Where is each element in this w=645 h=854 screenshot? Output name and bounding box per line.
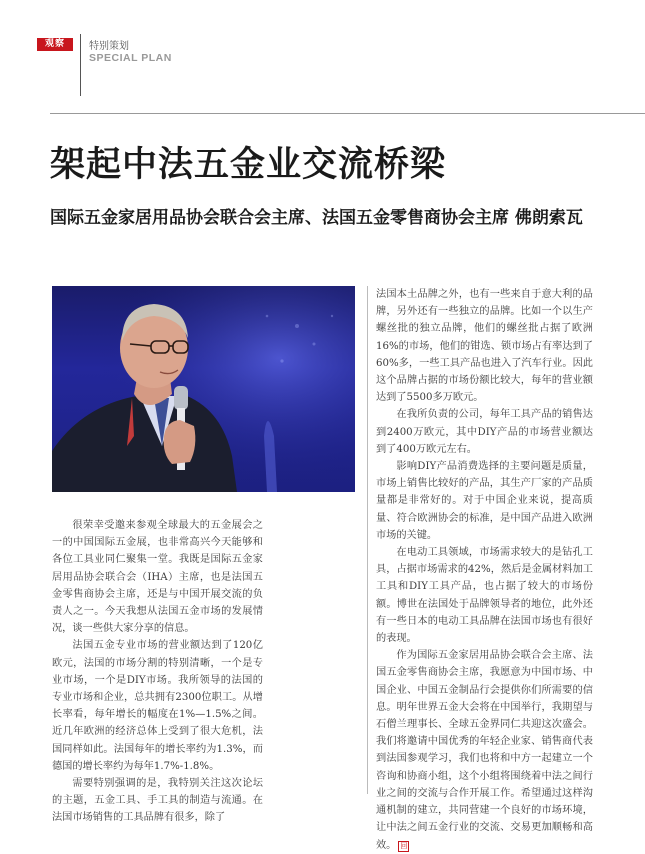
paragraph: 需要特别强调的是，我特别关注这次论坛的主题，五金工具、手工具的制造与流通。在法国市场销售的工具品牌有很多，除了 — [52, 778, 263, 824]
paragraph: 法国本土品牌之外，也有一些来自于意大利的品牌，另外还有一些独立的品牌。比如一个以生产螺丝批的独立品牌，他们的螺丝批占据了欧洲16%的市场，他们的钳选、锁市场占有率达到了60%多，一些工具产品也进入了汽车行业。因此这个品牌占据的市场份额比较大，每年的营业额达到了5500多万欧元。 — [376, 289, 593, 404]
column-divider — [367, 286, 368, 794]
page-header — [0, 0, 645, 110]
body-column-left — [52, 517, 263, 827]
body-column-right — [376, 286, 593, 854]
article-subtitle: 国际五金家居用品协会联合会主席、法国五金零售商协会主席 佛朗索瓦 — [50, 208, 583, 228]
speaker-illustration — [52, 286, 355, 492]
paragraph: 在我所负责的公司，每年工具产品的销售达到2400万欧元，其中DIY产品的市场营业额达到了400万欧元左右。 — [376, 409, 593, 455]
last-paragraph — [376, 647, 593, 853]
header-rule — [50, 113, 645, 114]
section-tag: 观察 — [37, 38, 73, 51]
kicker-cn: 特别策划 — [89, 41, 129, 52]
speaker-photo — [52, 286, 355, 492]
article-title: 架起中法五金业交流桥梁 — [50, 144, 447, 185]
kicker-en: SPECIAL PLAN — [89, 52, 172, 64]
paragraph: 法国五金专业市场的营业额达到了120亿欧元，法国的市场分割的特别清晰，一个是专业市场，一个是DIY市场。我所领导的法国的专业市场和企业，总共拥有2300位职工。从增长率看，每年增长的幅度在1%—1.5%之间。近几年欧洲的经济总体上受到了很大危机，法国同样如此。法国每年的增长率约为1.3%，而德国的增长率约为每年1.7%-1.8%。 — [52, 640, 263, 772]
paragraph-text: 作为国际五金家居用品协会联合会主席、法国五金零售商协会主席，我愿意为中国市场、中国企业、中国五金制品行会提供你们所需要的信息。明年世界五金大会将在中国举行，我期望与石僧兰理事长、全球五金界同仁共迎这次盛会。我们将邀请中国优秀的年轻企业家、销售商代表到法国参观学习，我们也将和中方一起建立一个咨询和协商小组，这个小组将围绕着中法之间行业之间的交流与合作开展工作。希望通过这样沟通机制的建立，共同营建一个良好的市场环境，让中法之间五金行业的交流、交易更加顺畅和高效。 — [376, 650, 593, 851]
header-divider — [80, 34, 81, 96]
paragraph: 在电动工具领域，市场需求较大的是钻孔工具，占据市场需求的42%，然后是金属材料加工工具和DIY工具产品，也占据了较大的市场份额。博世在法国处于品牌领导者的地位，此外还有一些日本的电动工具品牌在法国市场也有很好的表现。 — [376, 547, 593, 645]
paragraph: 影响DIY产品消费选择的主要问题是质量，市场上销售比较好的产品，其生产厂家的产品质量都是非常好的。对于中国企业来说，提高质量、符合欧洲协会的标准，是中国产品进入欧洲市场的关键。 — [376, 461, 593, 541]
end-mark-icon: 回 — [400, 841, 408, 850]
paragraph: 很荣幸受邀来参观全球最大的五金展会之一的中国国际五金展，也非常高兴今天能够和各位工具业同仁聚集一堂。我既是国际五金家居用品协会联合会（IHA）主席，也是法国五金零售商协会主席，还是与中国开展交流的负责人之一。今天我想从法国五金市场的发展情况，谈一些供大家分享的信息。 — [52, 520, 263, 635]
